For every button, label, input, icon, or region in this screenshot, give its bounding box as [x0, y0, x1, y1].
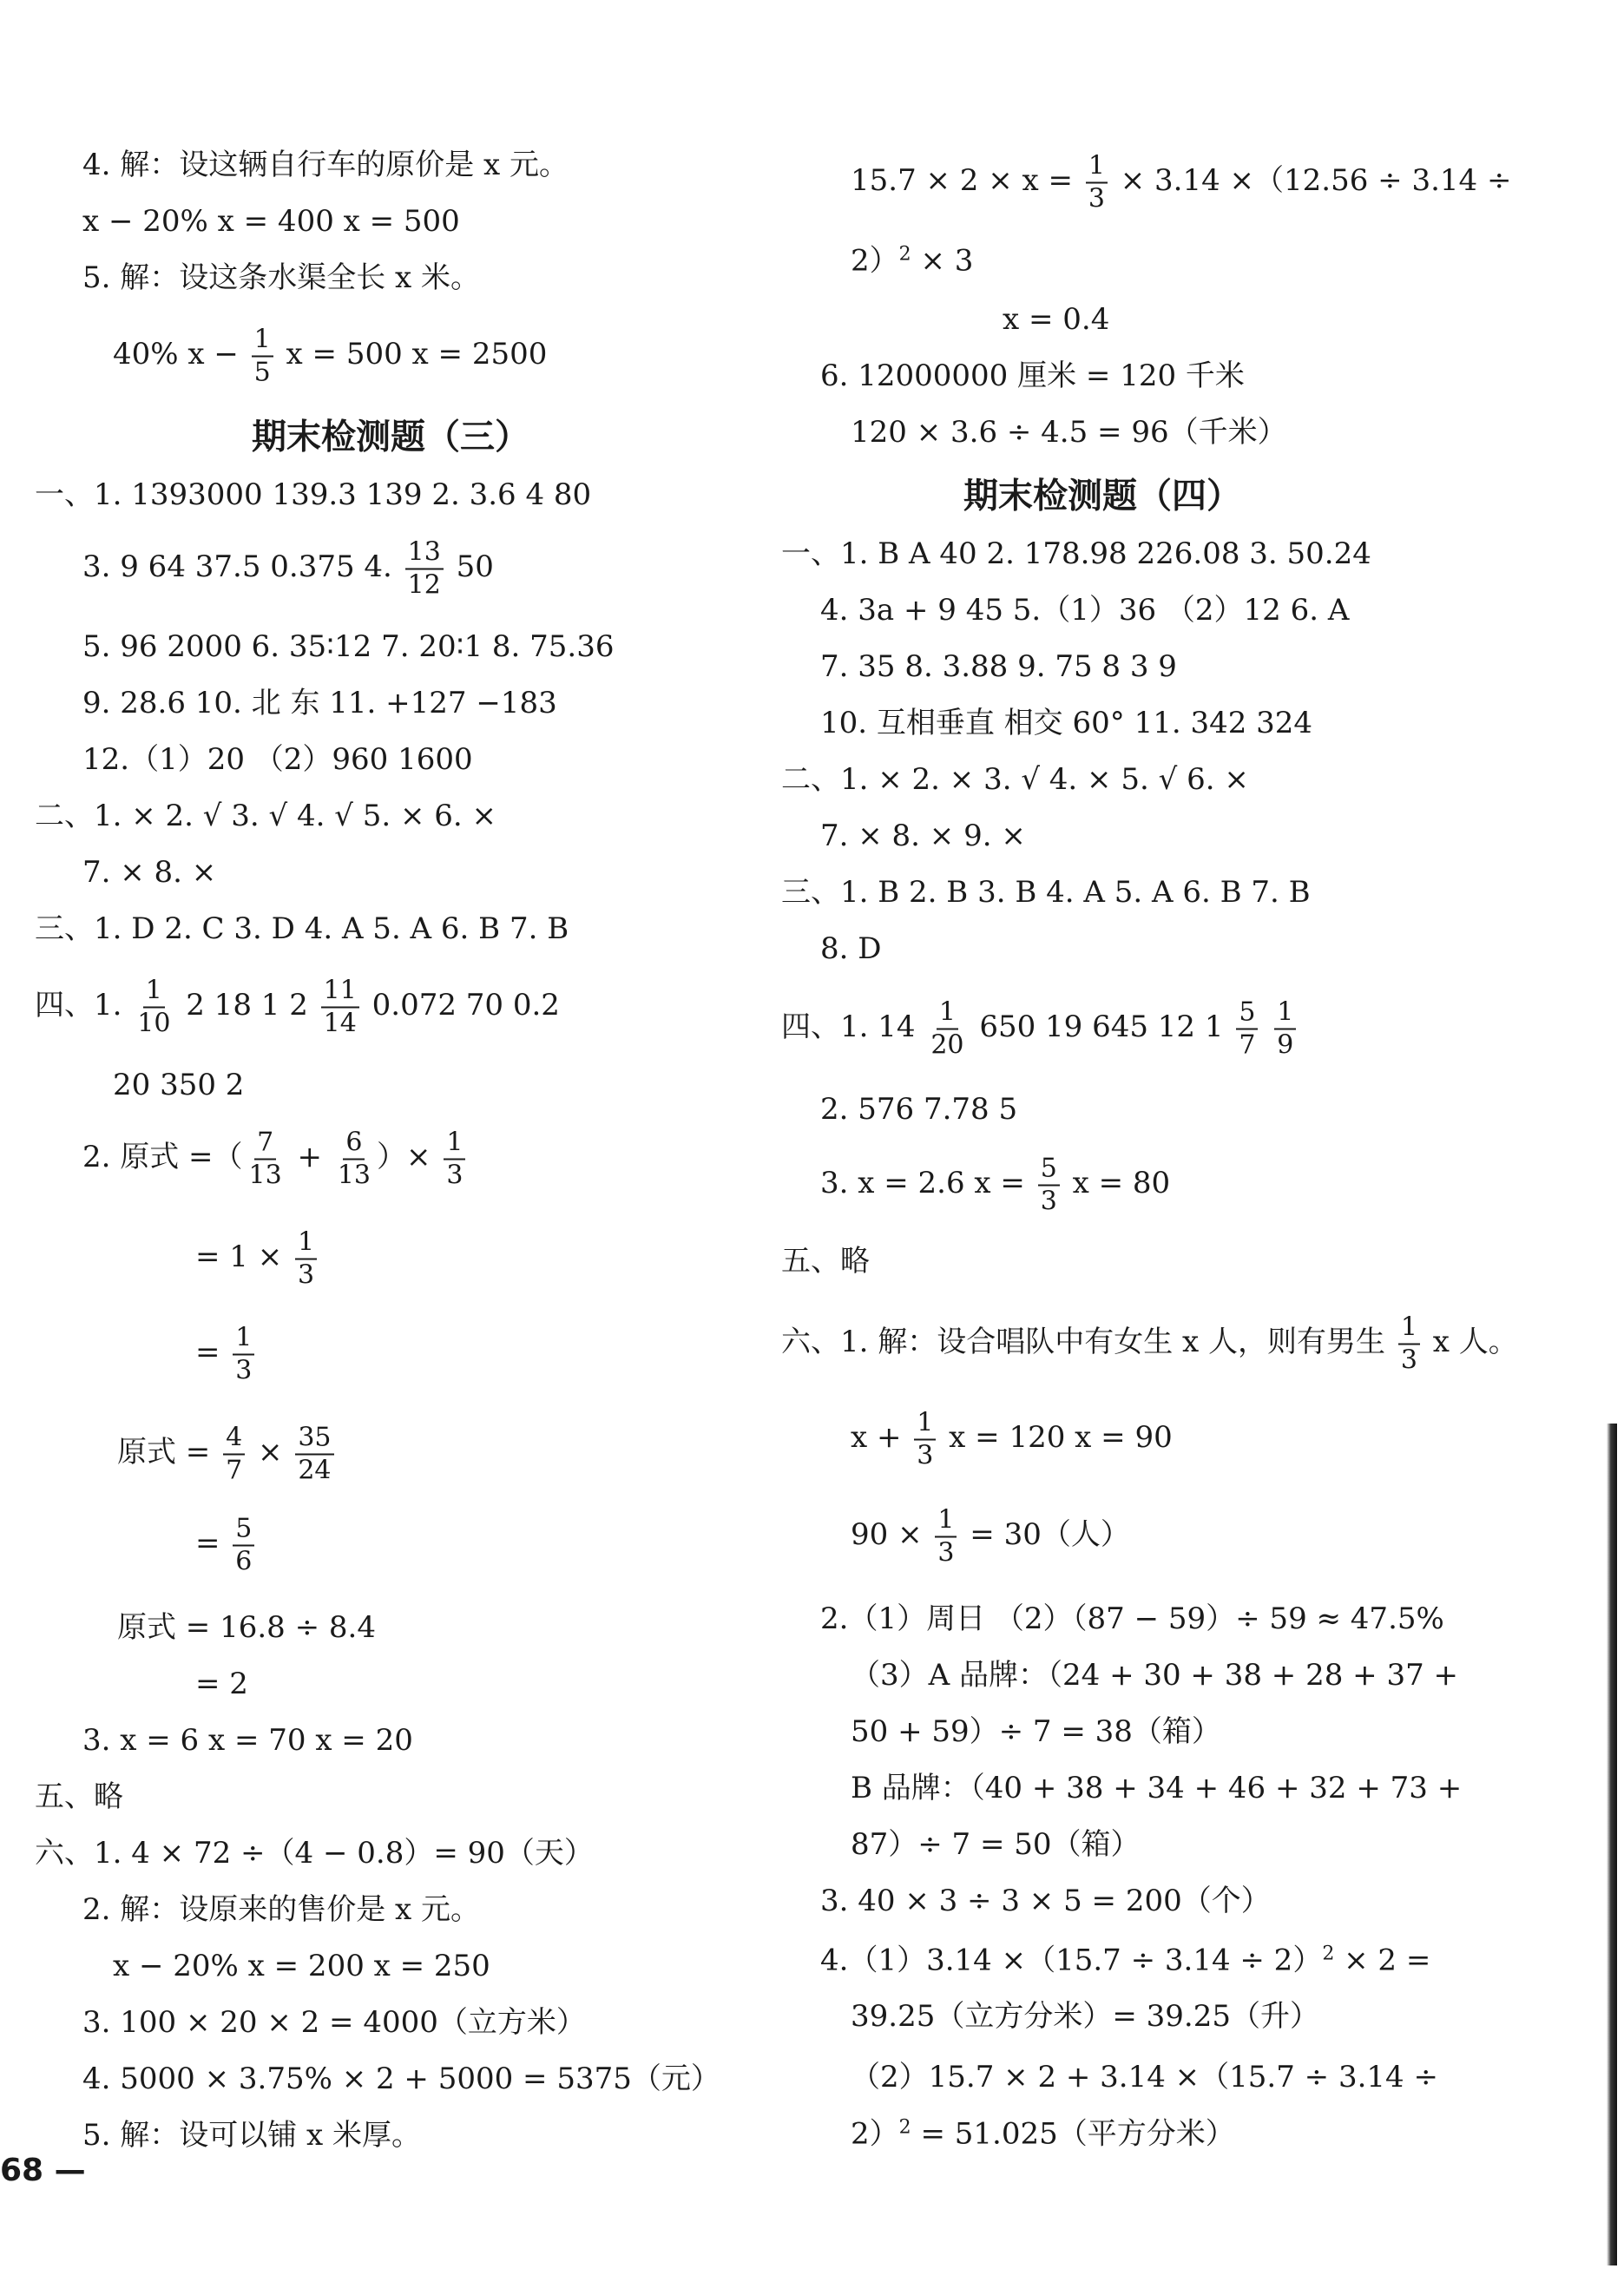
- answer-line: 3. 9 64 37.5 0.375 4. $\frac{13}{12}$ 50: [82, 536, 494, 600]
- section-heading-exam-3: 期末检测题（三）: [252, 417, 529, 457]
- section-heading-exam-4: 期末检测题（四）: [963, 476, 1241, 516]
- answer-line: x − 20% x = 200 x = 250: [113, 1949, 490, 1983]
- answer-line: 2. 解：设原来的售价是 x 元。: [82, 1892, 481, 1927]
- answer-line: 二、1. × 2. × 3. √ 4. × 5. √ 6. ×: [781, 762, 1249, 797]
- answer-line: 7. × 8. ×: [82, 855, 217, 890]
- answer-line: 四、1. $\frac{1}{10}$ 2 18 1 2 $\frac{11}{14}$ 0.072 70 0.2: [35, 975, 560, 1038]
- page-number: 68 —: [0, 2153, 86, 2188]
- answer-line: 20 350 2: [113, 1068, 245, 1102]
- answer-line: 2. 原式 =（ $\frac{7}{13}$ + $\frac{6}{13}$ ）× $\frac{1}{3}$: [82, 1129, 469, 1189]
- answer-line: （3）A 品牌：（24 + 30 + 38 + 28 + 37 +: [851, 1658, 1459, 1693]
- answer-line: 4. 解：设这辆自行车的原价是 x 元。: [82, 148, 569, 182]
- answer-line: = 1 × $\frac{1}{3}$: [195, 1229, 320, 1289]
- answer-line: = $\frac{1}{3}$: [195, 1325, 258, 1384]
- answer-line: 5. 解：设可以铺 x 米厚。: [82, 2118, 422, 2153]
- answer-line: 六、1. 4 × 72 ÷（4 − 0.8）= 90（天）: [35, 1836, 594, 1871]
- answer-line: 15.7 × 2 × x = $\frac{1}{3}$ × 3.14 ×（12.56 ÷ 3.14 ÷: [851, 150, 1512, 214]
- answer-line: 3. x = 6 x = 70 x = 20: [82, 1723, 413, 1758]
- answer-line: $4.(1)3.14 \times(15.7 \div 3.14 \div 2)^2 \times 2$ =: [820, 1943, 1431, 1978]
- answer-line: 90 × $\frac{1}{3}$ = 30（人）: [851, 1504, 1130, 1568]
- answer-line: 50 + 59）÷ 7 = 38（箱）: [851, 1714, 1221, 1749]
- answer-line: 4. 3a + 9 45 5.（1）36 （2）12 6. A: [820, 593, 1350, 628]
- answer-line: 3. 100 × 20 × 2 = 4000（立方米）: [82, 2005, 586, 2040]
- answer-line: 2）$^2$ × 3: [851, 243, 974, 279]
- answer-line: 120 × 3.6 ÷ 4.5 = 96（千米）: [851, 415, 1287, 450]
- answer-line: 2. 576 7.78 5: [820, 1092, 1018, 1127]
- answer-line: 2.（1）周日 （2）（87 − 59）÷ 59 ≈ 47.5%: [820, 1601, 1444, 1636]
- answer-line: 87）÷ 7 = 50（箱）: [851, 1827, 1141, 1862]
- answer-line: 原式 = $\frac{4}{7}$ × $\frac{35}{24}$: [117, 1424, 338, 1484]
- answer-line: 3. x = 2.6 x = $\frac{5}{3}$ x = 80: [820, 1153, 1171, 1216]
- answer-line: x = 0.4: [1003, 302, 1110, 337]
- answer-line: 9. 28.6 10. 北 东 11. +127 −183: [82, 686, 557, 720]
- answer-line: 10. 互相垂直 相交 60° 11. 342 324: [820, 706, 1313, 740]
- answer-line: x − 20% x = 400 x = 500: [82, 204, 460, 239]
- scan-edge-shadow: [1607, 1424, 1617, 2265]
- answer-line: 五、略: [35, 1779, 123, 1814]
- answer-line: x + $\frac{1}{3}$ x = 120 x = 90: [851, 1407, 1173, 1470]
- answer-line: 五、略: [781, 1244, 870, 1279]
- answer-line: 8. D: [820, 931, 882, 966]
- answer-line: 四、1. 14 $\frac{1}{20}$ 650 19 645 12 1 $\frac{5}{7}$ $\frac{1}{9}$: [781, 999, 1299, 1059]
- answer-line: 三、1. B 2. B 3. B 4. A 5. A 6. B 7. B: [781, 875, 1311, 910]
- answer-line: 2）$^2$ = 51.025（平方分米）: [851, 2116, 1235, 2152]
- answer-line: 39.25（立方分米）= 39.25（升）: [851, 1999, 1319, 2034]
- answer-line: = $\frac{5}{6}$: [195, 1516, 258, 1575]
- answer-line: B 品牌：（40 + 38 + 34 + 46 + 32 + 73 +: [851, 1771, 1463, 1805]
- answer-line: 7. 35 8. 3.88 9. 75 8 3 9: [820, 649, 1177, 684]
- answer-line: 5. 96 2000 6. 35∶12 7. 20∶1 8. 75.36: [82, 629, 615, 664]
- answer-line: 40% x − $\frac{1}{5}$ x = 500 x = 2500: [113, 324, 548, 387]
- answer-line: 一、1. B A 40 2. 178.98 226.08 3. 50.24: [781, 536, 1371, 571]
- answer-line: 4. 5000 × 3.75% × 2 + 5000 = 5375（元）: [82, 2062, 720, 2096]
- answer-line: 二、1. × 2. √ 3. √ 4. √ 5. × 6. ×: [35, 799, 496, 833]
- answer-line: = 2: [195, 1667, 248, 1701]
- answer-line: 5. 解：设这条水渠全长 x 米。: [82, 260, 481, 295]
- answer-line: 一、1. 1393000 139.3 139 2. 3.6 4 80: [35, 477, 592, 512]
- answer-line: 3. 40 × 3 ÷ 3 × 5 = 200（个）: [820, 1884, 1271, 1918]
- answer-line: 7. × 8. × 9. ×: [820, 819, 1026, 853]
- answer-line: 12.（1）20 （2）960 1600: [82, 742, 473, 777]
- answer-line: 六、1. 解：设合唱队中有女生 x 人，则有男生 $\frac{1}{3}$ x 人。: [781, 1312, 1518, 1375]
- answer-line: 原式 = 16.8 ÷ 8.4: [117, 1610, 376, 1645]
- answer-line: （2）15.7 × 2 + 3.14 ×（15.7 ÷ 3.14 ÷: [851, 2060, 1438, 2094]
- answer-line: 三、1. D 2. C 3. D 4. A 5. A 6. B 7. B: [35, 911, 569, 946]
- answer-line: 6. 12000000 厘米 = 120 千米: [820, 358, 1245, 393]
